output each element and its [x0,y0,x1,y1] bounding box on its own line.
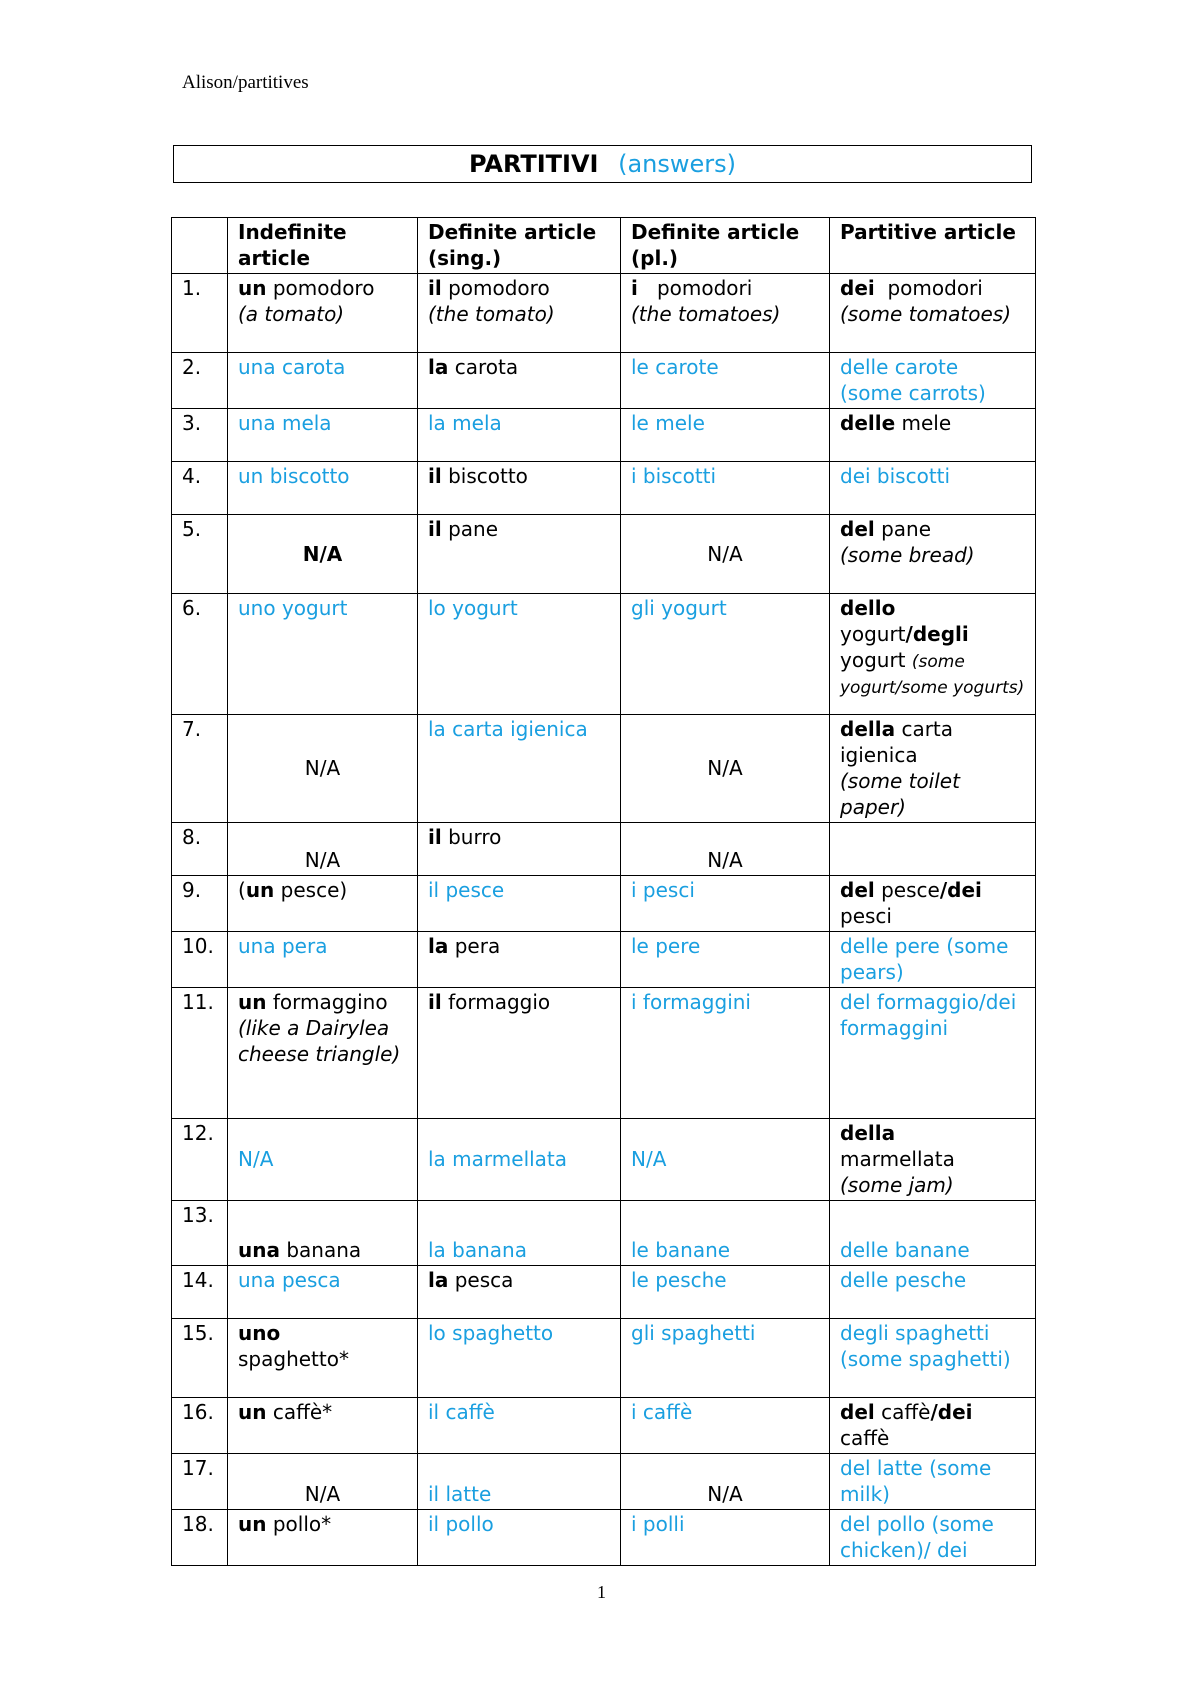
noun: marmellata [840,1147,955,1171]
cell-partitive: del formaggio/dei formaggini [830,988,1036,1119]
noun: pomodori [656,276,753,300]
noun: pesca [454,1268,514,1292]
cell-definite-sing [418,823,621,876]
cell-partitive: del latte (some milk) [830,1454,1036,1510]
translation: (like a Dairylea cheese triangle) [238,1016,401,1066]
article: dei [840,276,875,300]
cell-partitive: dei biscotti [830,462,1036,515]
noun: formaggio [448,990,551,1014]
table-row [172,462,1036,515]
cell-definite-pl: le pesche [621,1266,830,1319]
header-cell-number [172,218,228,274]
article: il [428,990,442,1014]
noun: caffè* [272,1400,333,1424]
noun: pane [448,517,499,541]
cell-definite-pl: i caffè [621,1398,830,1454]
table-row [172,1319,1036,1398]
page-header: Alison/partitives [182,72,309,93]
cell-definite-sing: la marmellata [418,1119,621,1201]
table-row [172,1454,1036,1510]
noun: pomodori [887,276,983,300]
noun: pane [881,517,932,541]
cell-definite-pl: i pesci [621,876,830,932]
row-number: 13. [172,1201,228,1266]
cell-definite-pl: N/A [621,715,830,823]
cell-definite-pl: gli spaghetti [621,1319,830,1398]
noun: burro [448,825,502,849]
cell-partitive [830,876,1036,932]
article: delle [840,411,896,435]
cell-definite-sing: la mela [418,409,621,462]
cell-definite-sing [418,515,621,594]
cell-partitive: degli spaghetti (some spaghetti) [830,1319,1036,1398]
cell-definite-pl: i polli [621,1510,830,1566]
row-number: 12. [172,1119,228,1201]
noun: pomodoro [448,276,550,300]
row-number: 3. [172,409,228,462]
table-header-row [172,218,1036,274]
cell-indefinite [228,988,418,1119]
article: la [428,934,449,958]
noun: spaghetto* [238,1347,349,1371]
translation: (the tomato) [428,302,555,326]
cell-definite-pl: N/A [621,823,830,876]
noun-plural: caffè [840,1426,890,1450]
noun: carta igienica [840,717,954,767]
article: uno [238,1321,281,1345]
partitives-table [171,217,1036,1566]
cell-definite-pl: N/A [621,515,830,594]
cell-partitive: del pollo (some chicken)/ dei [830,1510,1036,1566]
table-row [172,1119,1036,1201]
row-number: 8. [172,823,228,876]
cell-definite-sing: il pollo [418,1510,621,1566]
table-row [172,1510,1036,1566]
cell-partitive [830,1119,1036,1201]
cell-partitive: delle banane [830,1201,1036,1266]
cell-partitive [830,823,1036,876]
table-row [172,823,1036,876]
cell-definite-pl: le mele [621,409,830,462]
noun: banana [286,1238,362,1262]
row-number: 15. [172,1319,228,1398]
cell-indefinite: uno yogurt [228,594,418,715]
article: la [428,355,449,379]
row-number: 5. [172,515,228,594]
cell-definite-pl: N/A [621,1119,830,1201]
cell-indefinite: N/A [228,823,418,876]
page-number: 1 [597,1582,606,1602]
cell-indefinite: N/A [228,515,418,594]
row-number: 9. [172,876,228,932]
cell-definite-sing: il caffè [418,1398,621,1454]
cell-definite-pl: N/A [621,1454,830,1510]
cell-definite-sing [418,353,621,409]
cell-indefinite [228,1398,418,1454]
noun: pesce) [280,878,348,902]
article: dello [840,596,896,620]
translation: (a tomato) [238,302,345,326]
article: i [631,276,638,300]
noun: caffè [881,1400,931,1424]
article: il [428,276,442,300]
translation: (some bread) [840,543,975,567]
page-title: PARTITIVI [468,150,599,178]
cell-partitive: delle carote (some carrots) [830,353,1036,409]
row-number: 16. [172,1398,228,1454]
article-plural: /dei [930,1400,973,1424]
cell-definite-pl: gli yogurt [621,594,830,715]
cell-definite-sing [418,462,621,515]
cell-definite-pl [621,274,830,353]
cell-partitive [830,515,1036,594]
cell-indefinite: una carota [228,353,418,409]
cell-partitive [830,1398,1036,1454]
article: un [238,1512,267,1536]
cell-definite-sing: il pesce [418,876,621,932]
cell-partitive: delle pere (some pears) [830,932,1036,988]
cell-indefinite [228,1510,418,1566]
article: della [840,1121,896,1145]
page-subtitle: (answers) [618,150,737,178]
cell-definite-pl: i biscotti [621,462,830,515]
table-row [172,594,1036,715]
cell-definite-sing: la banana [418,1201,621,1266]
cell-indefinite [228,274,418,353]
cell-definite-sing [418,274,621,353]
noun: pomodoro [272,276,375,300]
row-number: 10. [172,932,228,988]
table-row [172,1398,1036,1454]
row-number: 18. [172,1510,228,1566]
header-cell-definite-sing: Definite article (sing.) [418,218,621,274]
cell-partitive [830,274,1036,353]
cell-definite-pl: le carote [621,353,830,409]
cell-indefinite: una mela [228,409,418,462]
cell-definite-sing [418,988,621,1119]
article: un [238,1400,267,1424]
article-plural: /dei [939,878,982,902]
header-cell-indefinite: Indefinite article [228,218,418,274]
cell-partitive [830,409,1036,462]
row-number: 11. [172,988,228,1119]
cell-indefinite: una pera [228,932,418,988]
title-box [173,145,1032,183]
table-row [172,876,1036,932]
article-plural: /degli [905,622,969,646]
table-row [172,409,1036,462]
cell-indefinite [228,876,418,932]
article: del [840,1400,875,1424]
noun-plural: pesci [840,904,892,928]
translation: (some jam) [840,1173,954,1197]
article: il [428,517,442,541]
noun: pera [454,934,501,958]
article: del [840,517,875,541]
article: la [428,1268,449,1292]
noun: biscotto [448,464,528,488]
article: un [245,878,275,902]
noun: pollo* [272,1512,332,1536]
translation: (some toilet paper) [840,769,960,819]
noun: pesce [881,878,940,902]
table-row [172,988,1036,1119]
article: della [840,717,896,741]
article: del [840,878,875,902]
row-number: 6. [172,594,228,715]
noun: carota [454,355,519,379]
noun-plural: yogurt [840,648,906,672]
row-number: 4. [172,462,228,515]
article: un [238,276,267,300]
cell-partitive [830,594,1036,715]
cell-definite-pl: le banane [621,1201,830,1266]
table-row [172,353,1036,409]
translation: (the tomatoes) [631,302,781,326]
cell-indefinite: N/A [228,715,418,823]
translation: (some tomatoes) [840,302,1012,326]
article: una [238,1238,280,1262]
table-row [172,715,1036,823]
cell-indefinite [228,1201,418,1266]
cell-definite-sing [418,932,621,988]
table-row [172,515,1036,594]
article: un [238,990,267,1014]
article: il [428,825,442,849]
table-row [172,274,1036,353]
cell-partitive [830,715,1036,823]
row-number: 1. [172,274,228,353]
paren: ( [238,878,246,902]
translation: (some yogurt/some yogurts) [840,652,1025,698]
row-number: 2. [172,353,228,409]
table-row [172,932,1036,988]
noun: yogurt [840,622,906,646]
cell-indefinite: una pesca [228,1266,418,1319]
cell-partitive: delle pesche [830,1266,1036,1319]
row-number: 7. [172,715,228,823]
noun: mele [901,411,952,435]
cell-indefinite: N/A [228,1119,418,1201]
cell-indefinite: un biscotto [228,462,418,515]
table-row [172,1201,1036,1266]
cell-definite-sing [418,1266,621,1319]
noun: formaggino [272,990,388,1014]
article: il [428,464,442,488]
header-cell-definite-pl: Definite article (pl.) [621,218,830,274]
table-row [172,1266,1036,1319]
cell-indefinite: N/A [228,1454,418,1510]
cell-definite-pl: le pere [621,932,830,988]
cell-indefinite [228,1319,418,1398]
row-number: 14. [172,1266,228,1319]
cell-definite-sing: il latte [418,1454,621,1510]
header-cell-partitive: Partitive article [830,218,1036,274]
cell-definite-sing: la carta igienica [418,715,621,823]
cell-definite-pl: i formaggini [621,988,830,1119]
cell-definite-sing: lo spaghetto [418,1319,621,1398]
row-number: 17. [172,1454,228,1510]
cell-definite-sing: lo yogurt [418,594,621,715]
